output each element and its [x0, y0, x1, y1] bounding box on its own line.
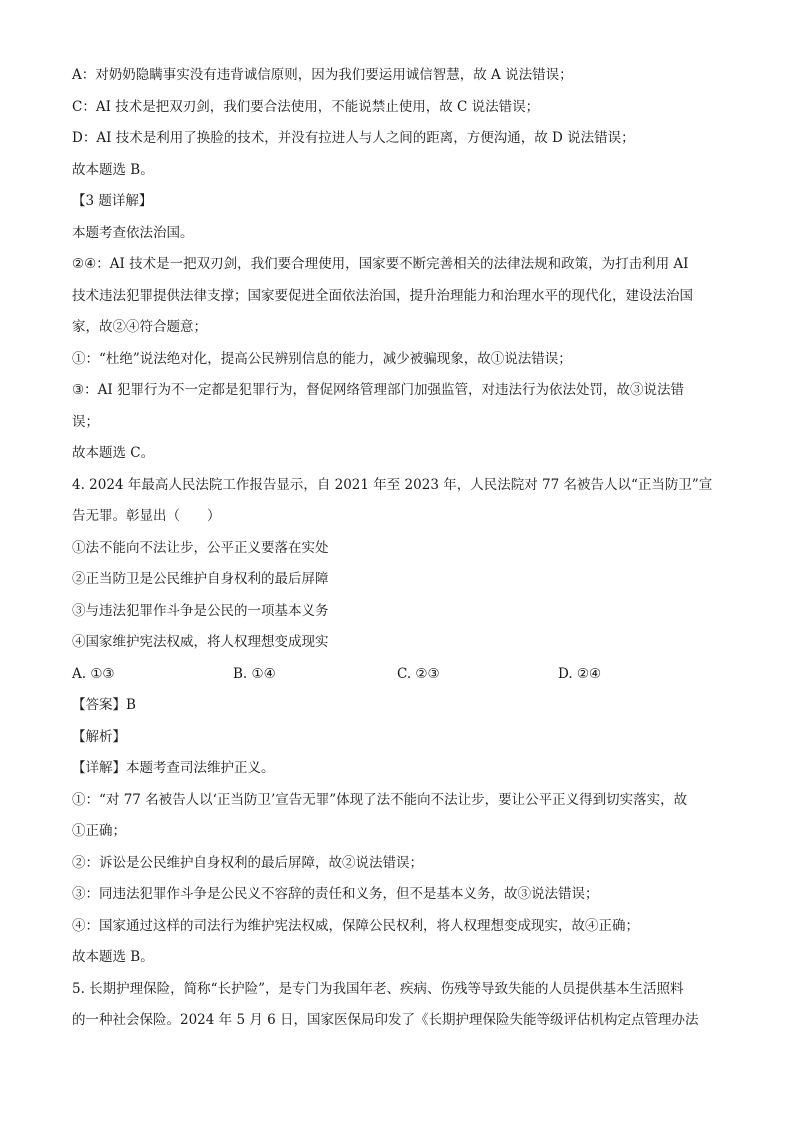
text-line: ①：“杜绝”说法绝对化，提高公民辨别信息的能力，减少被骗现象，故①说法错误；: [72, 350, 572, 367]
text-line: ③：AI 犯罪行为不一定都是犯罪行为，督促网络管理部门加强监管，对违法行为依法处罚，故③说法错: [72, 382, 684, 398]
answer-label: 【答案】B: [72, 697, 136, 713]
text-line: ④：国家通过这样的司法行为维护宪法权威，保障公民权利，将人权理想变成现实，故④正确；: [72, 917, 639, 934]
question-stem: 5. 长期护理保险，简称“长护险”，是专门为我国年老、疾病、伤残等导致失能的人员提供基本生活照料: [72, 980, 684, 997]
statement-item: ②正当防卫是公民维护自身权利的最后屏障: [72, 571, 329, 587]
text-line: A：对奶奶隐瞒事实没有违背诚信原则，因为我们要运用诚信智慧，故 A 说法错误；: [72, 67, 573, 83]
statement-item: ④国家维护宪法权威，将人权理想变成现实: [72, 634, 329, 650]
text-line: ②：诉讼是公民维护自身权利的最后屏障，故②说法错误；: [72, 854, 423, 871]
statement-item: ③与违法犯罪作斗争是公民的一项基本义务: [72, 602, 329, 619]
question-stem: 的一种社会保险。2024 年 5 月 6 日，国家医保局印发了《长期护理保险失能等级评估机构定点管理办法: [72, 1012, 699, 1028]
text-line: D：AI 技术是利用了换脸的技术，并没有拉进人与人之间的距离，方便沟通，故 D 说法错误；: [72, 130, 635, 146]
question-stem: 告无罪。彰显出（ ）: [72, 508, 221, 524]
text-line: 故本题选 B。: [72, 949, 154, 965]
text-line: 故本题选 C。: [72, 445, 155, 461]
text-line: 故本题选 B。: [72, 161, 154, 178]
text-line: ③：同违法犯罪作斗争是公民义不容辞的责任和义务，但不是基本义务，故③说法错误；: [72, 886, 599, 902]
text-line: 家，故②④符合题意；: [72, 319, 207, 335]
answer-options: [72, 659, 724, 691]
section-heading: 【3 题详解】: [72, 193, 153, 209]
text-line: 本题考查依法治国。: [72, 224, 194, 241]
analysis-label: 【解析】: [72, 728, 126, 745]
option-b: B. ①④: [233, 665, 276, 682]
statement-item: ①法不能向不法让步，公平正义要落在实处: [72, 539, 329, 556]
question-stem: 4. 2024 年最高人民法院工作报告显示，自 2021 年至 2023 年，人民法院对 77 名被告人以“正当防卫”宣: [72, 476, 713, 493]
text-line: ①正确；: [72, 823, 126, 839]
text-line: 【详解】本题考查司法维护正义。: [72, 760, 275, 776]
text-line: C：AI 技术是把双刃剑，我们要合法使用，不能说禁止使用，故 C 说法错误；: [72, 98, 540, 115]
text-line: ②④：AI 技术是一把双刃剑，我们要合理使用，国家要不断完善相关的法律法规和政策，为打击利用 AI: [72, 256, 689, 272]
text-line: 误；: [72, 413, 99, 430]
option-d: D. ②④: [558, 665, 602, 682]
option-c: C. ②③: [397, 665, 440, 682]
option-a: A. ①③: [72, 665, 115, 682]
document-page: [72, 60, 724, 1037]
text-line: 技术违法犯罪提供法律支撑；国家要促进全面依法治国，提升治理能力和治理水平的现代化，建设法治国: [72, 287, 693, 304]
text-line: ①：“对 77 名被告人以‘正当防卫’宣告无罪”体现了法不能向不法让步，要让公平正义得到切实落实，故: [72, 791, 688, 808]
